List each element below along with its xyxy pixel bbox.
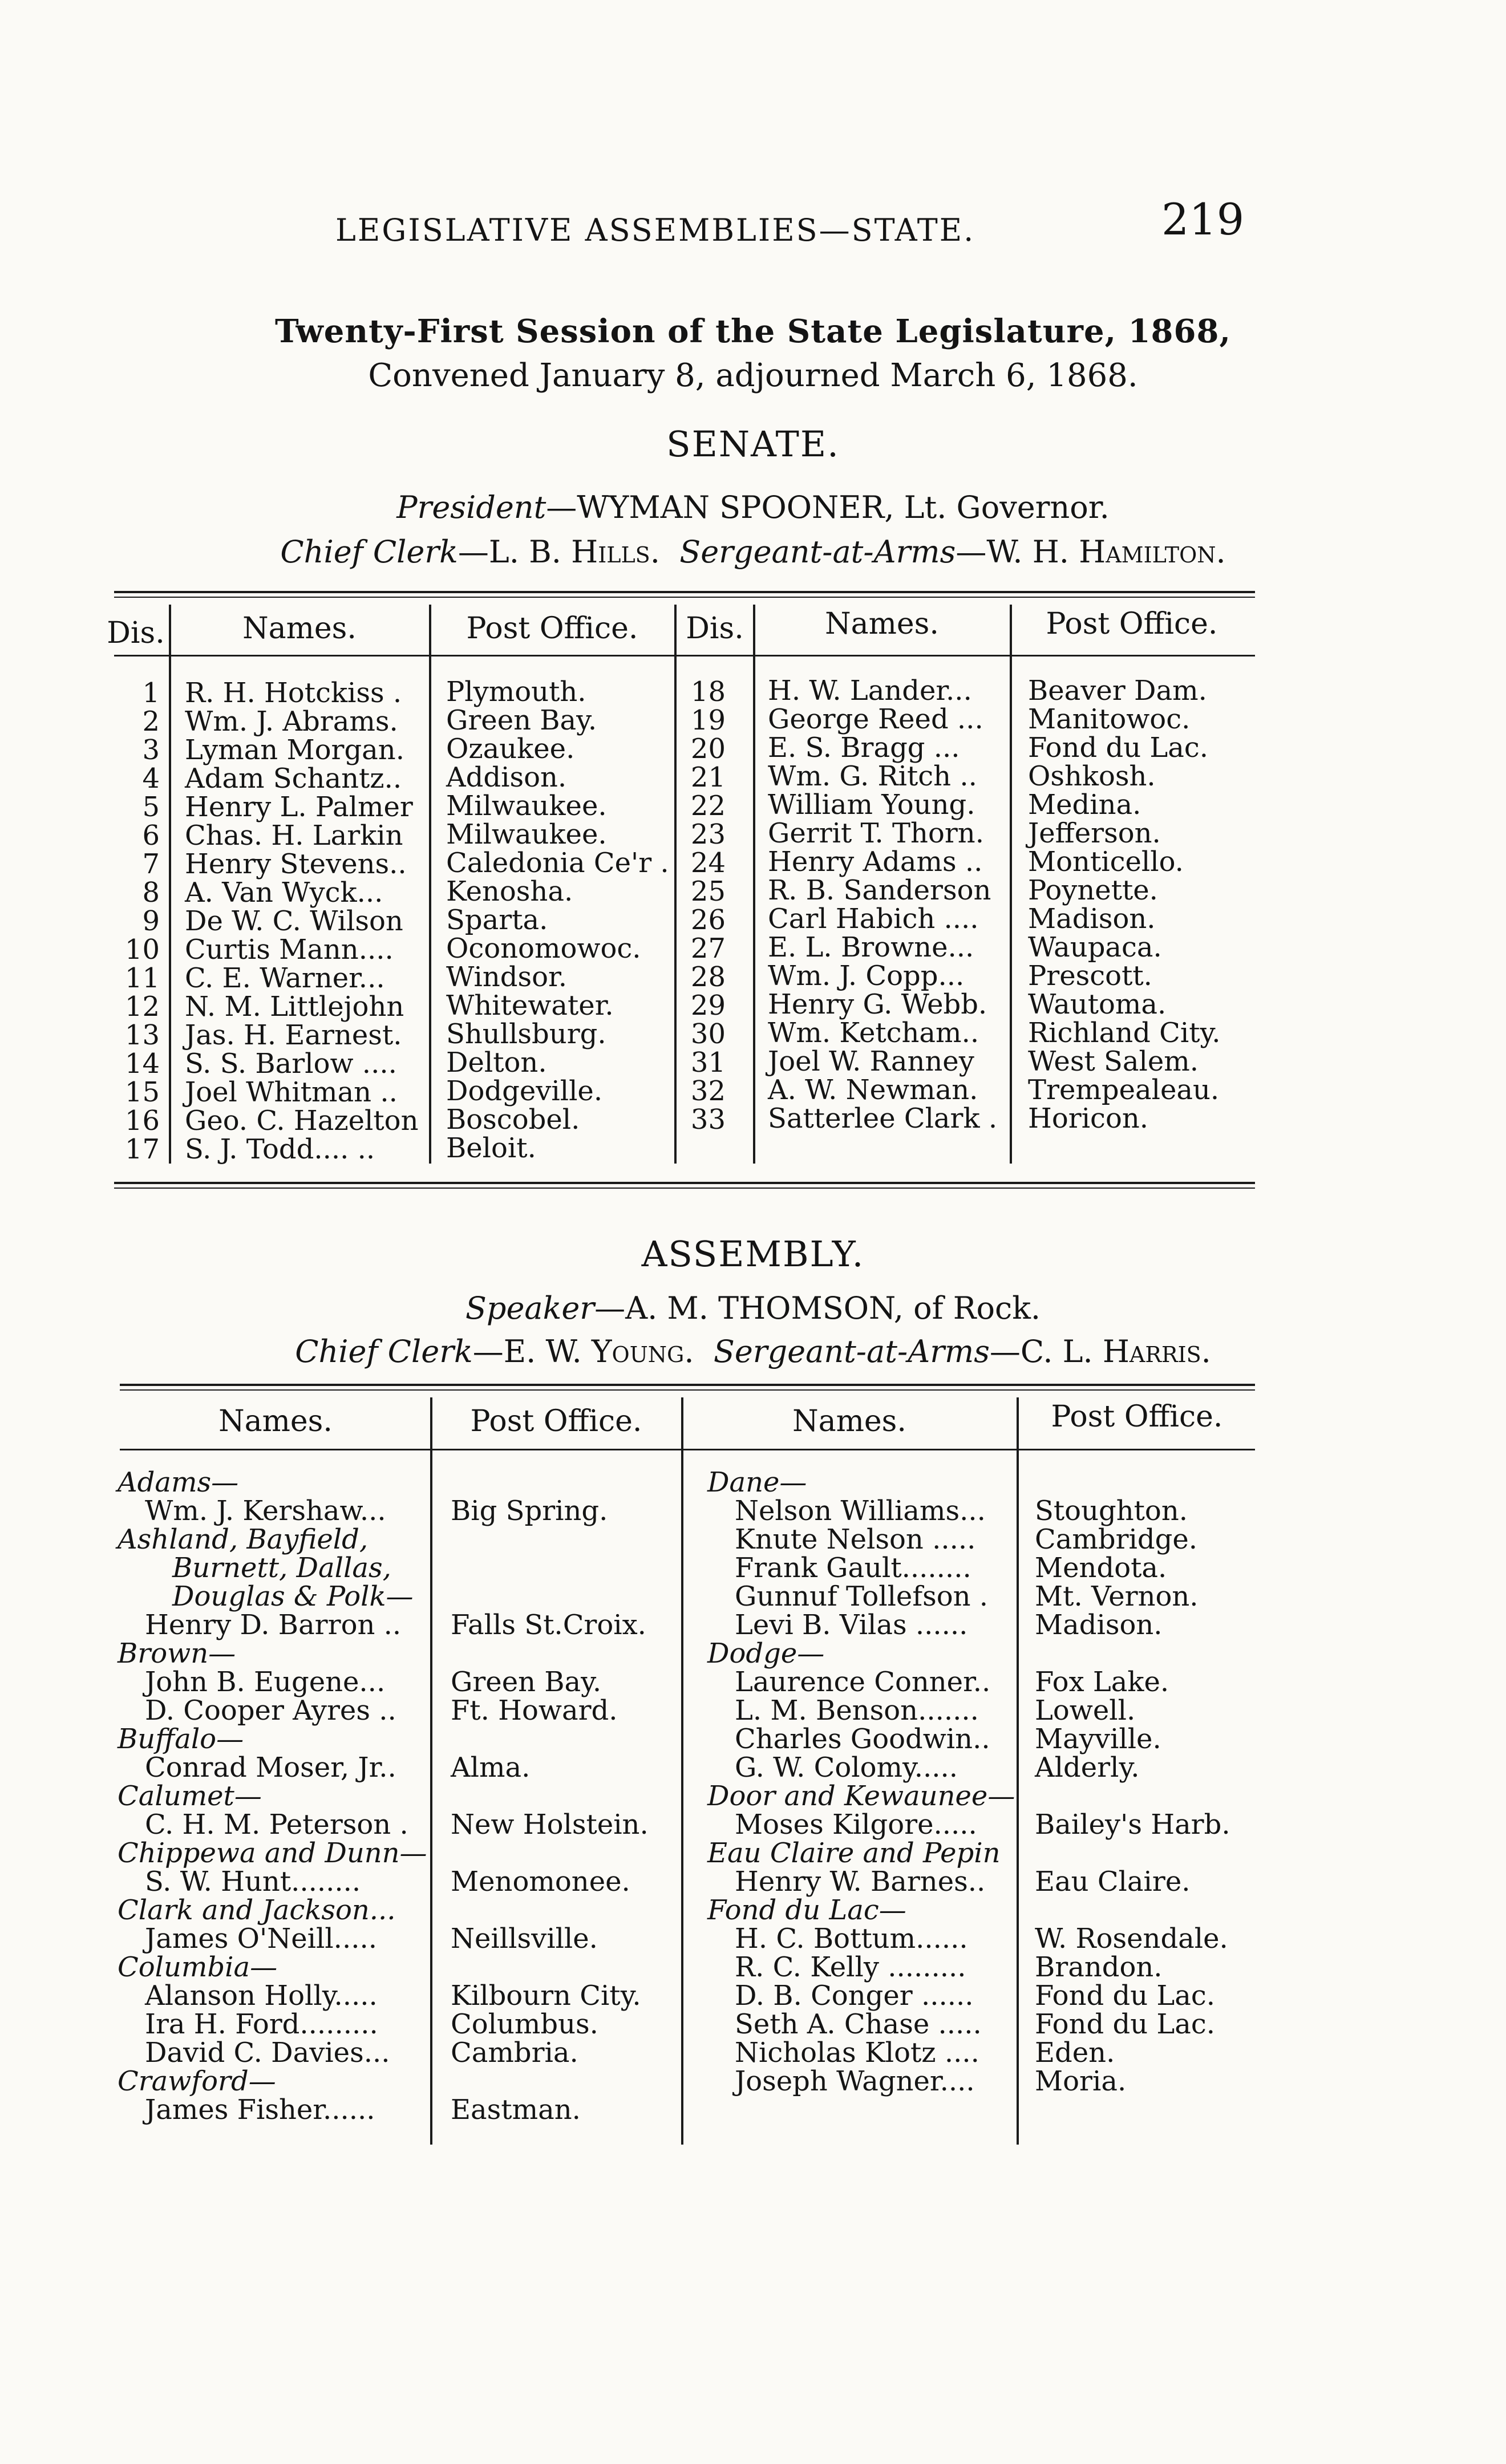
senate-bottom-rule-thin [114, 1188, 1255, 1189]
county-heading: Clark and Jackson... [118, 1894, 396, 1926]
senate-post-office: Jefferson. [1028, 817, 1161, 849]
senate-member-name: Curtis Mann.... [185, 934, 394, 966]
senate-post-office: Oshkosh. [1028, 760, 1156, 792]
assembly-member-name: S. W. Hunt........ [145, 1866, 361, 1898]
senate-top-rule-thin [114, 597, 1255, 598]
county-heading: Dodge— [707, 1638, 825, 1669]
assembly-post-office: New Holstein. [451, 1809, 649, 1841]
senate-bottom-rule [114, 1182, 1255, 1184]
senate-clerk-label: Chief Clerk [280, 534, 458, 570]
senate-member-name: Joel W. Ranney [768, 1045, 974, 1077]
county-heading: Fond du Lac— [707, 1894, 906, 1926]
county-heading: Adams— [118, 1466, 239, 1498]
county-heading: Calumet— [118, 1780, 262, 1812]
assembly-post-office-blank [451, 1953, 649, 1981]
speaker-value: —A. M. THOMSON, of Rock. [594, 1290, 1041, 1326]
senate-post-office: Windsor. [446, 961, 567, 993]
assembly-top-rule-thin [120, 1389, 1255, 1391]
senate-post-office: Horicon. [1028, 1103, 1149, 1134]
county-heading: Douglas & Polk— [172, 1580, 414, 1612]
assembly-officers-line [0, 1334, 1506, 1369]
assembly-speaker-line [0, 1290, 1506, 1326]
assembly-member-name: John B. Eugene... [145, 1666, 386, 1698]
senate-district-number: 29 [690, 990, 726, 1022]
assembly-post-office: Columbus. [451, 2008, 598, 2040]
senate-member-name: Wm. G. Ritch .. [768, 760, 977, 792]
assembly-clerk-label: Chief Clerk [295, 1334, 473, 1369]
senate-post-office: Boscobel. [446, 1104, 580, 1136]
senate-member-name: Henry Adams .. [768, 846, 983, 878]
senate-district-number: 28 [690, 961, 726, 993]
senate-member-name: Henry Stevens.. [185, 848, 407, 880]
assembly-sergeant-label: Sergeant-at-Arms [713, 1334, 990, 1369]
assembly-post-office-blank [1035, 1896, 1230, 1924]
assembly-left-post-column [451, 1468, 649, 2124]
senate-district-number: 16 [124, 1105, 160, 1137]
senate-member-name: William Young. [768, 789, 975, 821]
senate-right-dis-column [682, 678, 726, 1134]
assembly-member-name: Frank Gault........ [735, 1552, 971, 1584]
assembly-header-names-left: Names. [218, 1404, 333, 1438]
senate-member-name: Joel Whitman .. [185, 1076, 398, 1108]
assembly-post-office: Mt. Vernon. [1035, 1580, 1199, 1612]
assembly-post-office: W. Rosendale. [1035, 1923, 1228, 1955]
assembly-header-post-left: Post Office. [470, 1404, 642, 1438]
assembly-member-name: Moses Kilgore..... [735, 1809, 977, 1841]
assembly-member-name: H. C. Bottum...... [735, 1923, 968, 1955]
senate-header-rule [114, 655, 1255, 656]
assembly-post-office: Moria. [1035, 2065, 1127, 2097]
assembly-header-names-right: Names. [792, 1404, 906, 1438]
senate-member-name: R. H. Hotckiss . [185, 677, 402, 709]
assembly-post-office-blank [451, 1525, 649, 1554]
assembly-post-office: Stoughton. [1035, 1495, 1188, 1527]
senate-header-names-left: Names. [242, 611, 357, 646]
assembly-member-name: L. M. Benson....... [735, 1695, 979, 1727]
assembly-member-name: Levi B. Vilas ...... [735, 1609, 968, 1641]
assembly-post-office: Cambria. [451, 2037, 578, 2069]
senate-post-office: Shullsburg. [446, 1018, 606, 1050]
senate-district-number: 27 [690, 933, 726, 964]
assembly-clerk-value: —E. W. Young. [472, 1334, 694, 1369]
assembly-post-office: Ft. Howard. [451, 1695, 618, 1727]
senate-district-number: 12 [124, 991, 160, 1023]
assembly-post-office: Eastman. [451, 2094, 581, 2126]
county-heading: Columbia— [118, 1951, 278, 1983]
senate-clerk-value: —L. B. Hills. [458, 534, 660, 570]
session-dates: Convened January 8, adjourned March 6, 1868. [368, 357, 1138, 394]
senate-post-office: Madison. [1028, 903, 1156, 935]
senate-member-name: A. W. Newman. [768, 1074, 978, 1106]
senate-member-name: Wm. J. Copp... [768, 960, 965, 992]
senate-left-names-column [185, 679, 418, 1164]
senate-divider-4 [753, 605, 755, 1164]
senate-member-name: George Reed ... [768, 703, 983, 735]
assembly-post-office-blank [451, 1839, 649, 1867]
senate-header-post-right: Post Office. [1046, 607, 1218, 641]
assembly-member-name: Henry D. Barron .. [145, 1609, 402, 1641]
assembly-divider-2 [681, 1397, 683, 2145]
assembly-member-name: D. B. Conger ...... [735, 1980, 974, 2012]
senate-post-office: Fond du Lac. [1028, 732, 1209, 764]
senate-president-line [0, 489, 1506, 525]
assembly-right-names-column [707, 1468, 1015, 2096]
county-heading: Door and Kewaunee— [707, 1780, 1015, 1812]
county-heading: Ashland, Bayfield, [118, 1523, 369, 1555]
assembly-post-office: Alma. [451, 1752, 531, 1784]
assembly-member-name: D. Cooper Ayres .. [145, 1695, 396, 1727]
senate-district-number: 31 [690, 1047, 726, 1079]
senate-post-office: Dodgeville. [446, 1075, 603, 1107]
senate-district-number: 15 [124, 1076, 160, 1108]
senate-member-name: Geo. C. Hazelton [185, 1105, 419, 1137]
senate-post-office: Plymouth. [446, 676, 586, 708]
assembly-member-name: James Fisher...... [145, 2094, 375, 2126]
senate-post-office: Trempealeau. [1028, 1074, 1220, 1106]
assembly-post-office: Lowell. [1035, 1695, 1136, 1727]
senate-district-number: 33 [690, 1104, 726, 1136]
senate-member-name: R. B. Sanderson [768, 874, 991, 906]
senate-member-name: Adam Schantz.. [185, 763, 402, 795]
senate-district-number: 17 [124, 1133, 160, 1165]
assembly-post-office: Fond du Lac. [1035, 2008, 1216, 2040]
assembly-post-office: Eau Claire. [1035, 1866, 1191, 1898]
assembly-post-office-blank [1035, 1782, 1230, 1810]
president-label: President [396, 489, 546, 525]
senate-post-office: Prescott. [1028, 960, 1152, 992]
assembly-right-post-column [1035, 1468, 1230, 2096]
senate-post-office: Delton. [446, 1047, 547, 1079]
senate-post-office: Wautoma. [1028, 988, 1167, 1020]
assembly-member-name: Ira H. Ford......... [145, 2008, 378, 2040]
assembly-post-office: Mayville. [1035, 1723, 1161, 1755]
assembly-post-office-blank [451, 1896, 649, 1924]
assembly-post-office: Neillsville. [451, 1923, 598, 1955]
county-heading: Buffalo— [118, 1723, 244, 1755]
senate-header-dis-left: Dis. [107, 616, 165, 650]
senate-header-dis-right: Dis. [686, 611, 744, 646]
senate-divider-3 [674, 605, 677, 1164]
senate-sergeant-label: Sergeant-at-Arms [679, 534, 956, 570]
senate-member-name: S. S. Barlow .... [185, 1048, 397, 1080]
assembly-post-office: Brandon. [1035, 1951, 1163, 1983]
senate-member-name: E. S. Bragg ... [768, 732, 960, 764]
assembly-post-office-blank [1035, 1468, 1230, 1497]
senate-district-number: 24 [690, 847, 726, 879]
senate-member-name: Jas. H. Earnest. [185, 1019, 402, 1051]
senate-member-name: N. M. Littlejohn [185, 991, 404, 1023]
senate-member-name: Henry G. Webb. [768, 988, 987, 1020]
senate-divider-5 [1010, 605, 1012, 1164]
senate-district-number: 7 [142, 848, 160, 880]
county-heading: Burnett, Dallas, [172, 1552, 391, 1584]
assembly-post-office-blank [451, 1782, 649, 1810]
senate-left-dis-column [108, 679, 160, 1164]
assembly-post-office: Bailey's Harb. [1035, 1809, 1230, 1841]
senate-post-office: Poynette. [1028, 874, 1158, 906]
assembly-post-office-blank [451, 1468, 649, 1497]
senate-district-number: 1 [142, 677, 160, 709]
senate-post-office: Waupaca. [1028, 931, 1162, 963]
president-value: —WYMAN SPOONER, Lt. Governor. [546, 489, 1110, 525]
senate-post-office: Whitewater. [446, 990, 614, 1022]
senate-post-office: Manitowoc. [1028, 703, 1191, 735]
senate-member-name: Henry L. Palmer [185, 791, 413, 823]
senate-district-number: 11 [124, 962, 160, 994]
senate-post-office: Richland City. [1028, 1017, 1221, 1049]
county-heading: Chippewa and Dunn— [118, 1837, 427, 1869]
senate-post-office: Green Bay. [446, 704, 597, 736]
assembly-post-office-blank [451, 1639, 649, 1668]
senate-right-post-column [1028, 676, 1221, 1133]
senate-post-office: Milwaukee. [446, 818, 607, 850]
senate-sergeant-value: —W. H. Hamilton. [956, 534, 1226, 570]
assembly-post-office-blank [1035, 1839, 1230, 1867]
senate-district-number: 10 [124, 934, 160, 966]
senate-post-office: Beaver Dam. [1028, 675, 1207, 707]
senate-officers-line [0, 534, 1506, 570]
assembly-member-name: G. W. Colomy..... [735, 1752, 958, 1784]
senate-member-name: S. J. Todd.... .. [185, 1133, 375, 1165]
senate-post-office: Oconomowoc. [446, 933, 641, 964]
senate-district-number: 13 [124, 1019, 160, 1051]
assembly-post-office-blank [451, 1582, 649, 1611]
assembly-post-office: Menomonee. [451, 1866, 630, 1898]
senate-post-office: Monticello. [1028, 846, 1184, 878]
senate-district-number: 14 [124, 1048, 160, 1080]
senate-member-name: E. L. Browne... [768, 931, 974, 963]
assembly-post-office: Fox Lake. [1035, 1666, 1169, 1698]
senate-post-office: Sparta. [446, 904, 548, 936]
assembly-post-office: Cambridge. [1035, 1523, 1197, 1555]
senate-member-name: Carl Habich .... [768, 903, 979, 935]
senate-member-name: A. Van Wyck... [185, 877, 383, 909]
assembly-member-name: Laurence Conner.. [735, 1666, 991, 1698]
senate-member-name: De W. C. Wilson [185, 905, 403, 937]
senate-top-rule [114, 591, 1255, 593]
senate-heading: SENATE. [666, 423, 840, 465]
senate-district-number: 23 [690, 818, 726, 850]
senate-district-number: 26 [690, 904, 726, 936]
assembly-divider-1 [430, 1397, 432, 2145]
assembly-post-office: Falls St.Croix. [451, 1609, 646, 1641]
assembly-top-rule [120, 1384, 1255, 1386]
senate-district-number: 25 [690, 876, 726, 907]
assembly-header-post-right: Post Office. [1051, 1400, 1223, 1434]
senate-district-number: 2 [142, 706, 160, 737]
assembly-header-rule [120, 1449, 1255, 1450]
senate-district-number: 5 [142, 791, 160, 823]
speaker-label: Speaker [465, 1290, 595, 1326]
assembly-post-office-blank [451, 1554, 649, 1582]
assembly-post-office: Green Bay. [451, 1666, 602, 1698]
page-number: 219 [1161, 194, 1245, 245]
senate-divider-1 [169, 605, 171, 1164]
assembly-post-office: Big Spring. [451, 1495, 608, 1527]
senate-district-number: 22 [690, 790, 726, 822]
assembly-heading: ASSEMBLY. [641, 1233, 865, 1275]
assembly-member-name: Conrad Moser, Jr.. [145, 1752, 396, 1784]
assembly-member-name: Wm. J. Kershaw... [145, 1495, 386, 1527]
senate-post-office: Medina. [1028, 789, 1141, 821]
assembly-post-office-blank [451, 2067, 649, 2096]
senate-post-office: Addison. [446, 761, 567, 793]
senate-district-number: 8 [142, 877, 160, 909]
senate-member-name: H. W. Lander... [768, 675, 972, 707]
assembly-divider-3 [1017, 1397, 1019, 2145]
assembly-post-office-blank [1035, 1639, 1230, 1668]
senate-post-office: Caledonia Ce'r . [446, 847, 669, 879]
assembly-member-name: Nicholas Klotz .... [735, 2037, 979, 2069]
senate-district-number: 9 [142, 905, 160, 937]
assembly-member-name: Joseph Wagner.... [735, 2065, 975, 2097]
senate-member-name: Wm. Ketcham.. [768, 1017, 979, 1049]
assembly-member-name: Knute Nelson ..... [735, 1523, 976, 1555]
senate-post-office: Kenosha. [446, 876, 573, 907]
senate-divider-2 [429, 605, 431, 1164]
county-heading: Crawford— [118, 2065, 276, 2097]
assembly-post-office-blank [451, 1725, 649, 1753]
assembly-sergeant-value: —C. L. Harris. [989, 1334, 1211, 1369]
senate-left-post-column [446, 678, 669, 1162]
assembly-post-office: Kilbourn City. [451, 1980, 641, 2012]
senate-district-number: 32 [690, 1075, 726, 1107]
assembly-member-name: R. C. Kelly ......... [735, 1951, 966, 1983]
assembly-member-name: Alanson Holly..... [145, 1980, 378, 2012]
assembly-member-name: Seth A. Chase ..... [735, 2008, 982, 2040]
assembly-member-name: Charles Goodwin.. [735, 1723, 990, 1755]
senate-district-number: 6 [142, 820, 160, 852]
assembly-member-name: Nelson Williams... [735, 1495, 986, 1527]
senate-member-name: Gerrit T. Thorn. [768, 817, 984, 849]
senate-member-name: Lyman Morgan. [185, 734, 404, 766]
senate-district-number: 19 [690, 704, 726, 736]
senate-header-names-right: Names. [825, 607, 939, 641]
senate-post-office: Ozaukee. [446, 733, 575, 765]
assembly-post-office: Mendota. [1035, 1552, 1167, 1584]
assembly-post-office: Eden. [1035, 2037, 1115, 2069]
assembly-member-name: James O'Neill..... [145, 1923, 377, 1955]
senate-right-names-column [768, 676, 997, 1133]
assembly-member-name: Gunnuf Tollefson . [735, 1580, 989, 1612]
assembly-post-office: Alderly. [1035, 1752, 1140, 1784]
county-heading: Dane— [707, 1466, 807, 1498]
senate-post-office: West Salem. [1028, 1045, 1199, 1077]
senate-district-number: 30 [690, 1018, 726, 1050]
county-heading: Brown— [118, 1638, 236, 1669]
assembly-post-office: Fond du Lac. [1035, 1980, 1216, 2012]
senate-district-number: 3 [142, 734, 160, 766]
senate-member-name: C. E. Warner... [185, 962, 385, 994]
senate-district-number: 21 [690, 761, 726, 793]
senate-member-name: Chas. H. Larkin [185, 820, 403, 852]
assembly-post-office: Madison. [1035, 1609, 1163, 1641]
assembly-member-name: David C. Davies... [145, 2037, 390, 2069]
senate-member-name: Satterlee Clark . [768, 1103, 998, 1134]
assembly-member-name: Henry W. Barnes.. [735, 1866, 986, 1898]
senate-district-number: 20 [690, 733, 726, 765]
assembly-left-names-column [118, 1468, 427, 2124]
running-head: LEGISLATIVE ASSEMBLIES—STATE. [335, 212, 975, 248]
county-heading: Eau Claire and Pepin [707, 1837, 1001, 1869]
assembly-member-name: C. H. M. Peterson . [145, 1809, 408, 1841]
senate-district-number: 4 [142, 763, 160, 795]
senate-post-office: Milwaukee. [446, 790, 607, 822]
senate-header-post-left: Post Office. [466, 611, 638, 646]
senate-district-number: 18 [690, 676, 726, 708]
senate-post-office: Beloit. [446, 1132, 536, 1164]
senate-member-name: Wm. J. Abrams. [185, 706, 398, 737]
session-title: Twenty-First Session of the State Legislature, 1868, [275, 313, 1231, 350]
